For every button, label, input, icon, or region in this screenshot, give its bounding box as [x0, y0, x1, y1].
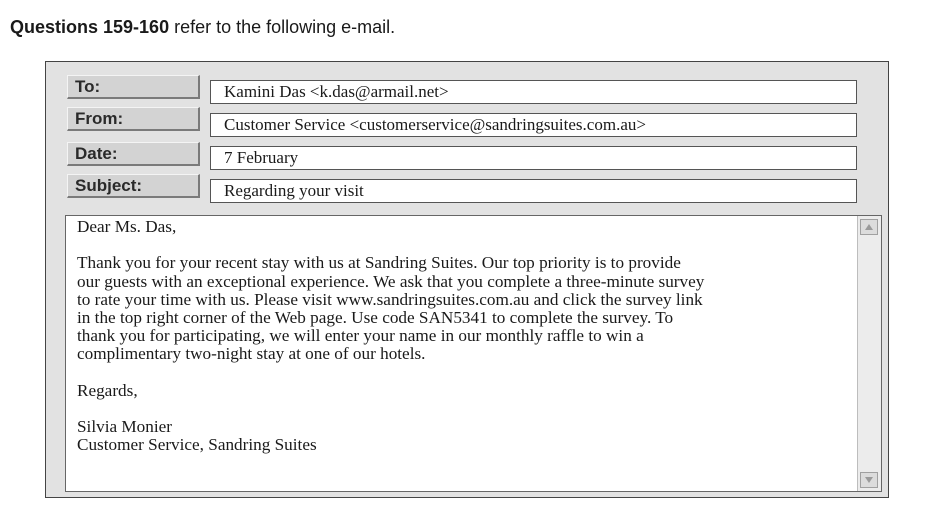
subject-field[interactable]: Regarding your visit — [210, 179, 857, 203]
date-label: Date: — [67, 142, 200, 166]
body-line: our guests with an exceptional experience. We ask that you complete a three-minute survey — [77, 271, 705, 291]
question-numbers: Questions 159-160 — [10, 17, 170, 37]
body-line: to rate your time with us. Please visit www.sandringsuites.com.au and click the survey link — [77, 289, 703, 309]
closing: Regards, — [77, 380, 138, 400]
body-line: complimentary two-night stay at one of our hotels. — [77, 344, 426, 364]
scroll-up-arrow-icon — [865, 224, 873, 230]
body-line: in the top right corner of the Web page. Use code SAN5341 to complete the survey. To — [77, 308, 674, 327]
scroll-up-button[interactable] — [860, 219, 878, 235]
email-body-text — [77, 218, 857, 455]
from-label: From: — [67, 107, 200, 131]
from-field[interactable]: Customer Service <customerservice@sandringsuites.com.au> — [210, 113, 857, 137]
to-label: To: — [67, 75, 200, 99]
body-line: Thank you for your recent stay with us at Sandring Suites. Our top priority is to provide — [77, 253, 681, 273]
signature-title: Customer Service, Sandring Suites — [77, 435, 317, 455]
scroll-down-arrow-icon — [865, 477, 873, 483]
body-line: thank you for participating, we will enter your name in our monthly raffle to win a — [77, 326, 644, 346]
instruction-text: refer to the following e-mail. — [169, 17, 396, 37]
question-instruction — [10, 17, 395, 38]
greeting: Dear Ms. Das, — [77, 217, 177, 236]
signature-name: Silvia Monier — [77, 417, 173, 437]
email-window — [45, 61, 889, 498]
date-field[interactable]: 7 February — [210, 146, 857, 170]
subject-label: Subject: — [67, 174, 200, 198]
email-body[interactable] — [65, 215, 882, 492]
scroll-down-button[interactable] — [860, 472, 878, 488]
to-field[interactable]: Kamini Das <k.das@armail.net> — [210, 80, 857, 104]
vertical-scrollbar[interactable] — [857, 216, 881, 491]
